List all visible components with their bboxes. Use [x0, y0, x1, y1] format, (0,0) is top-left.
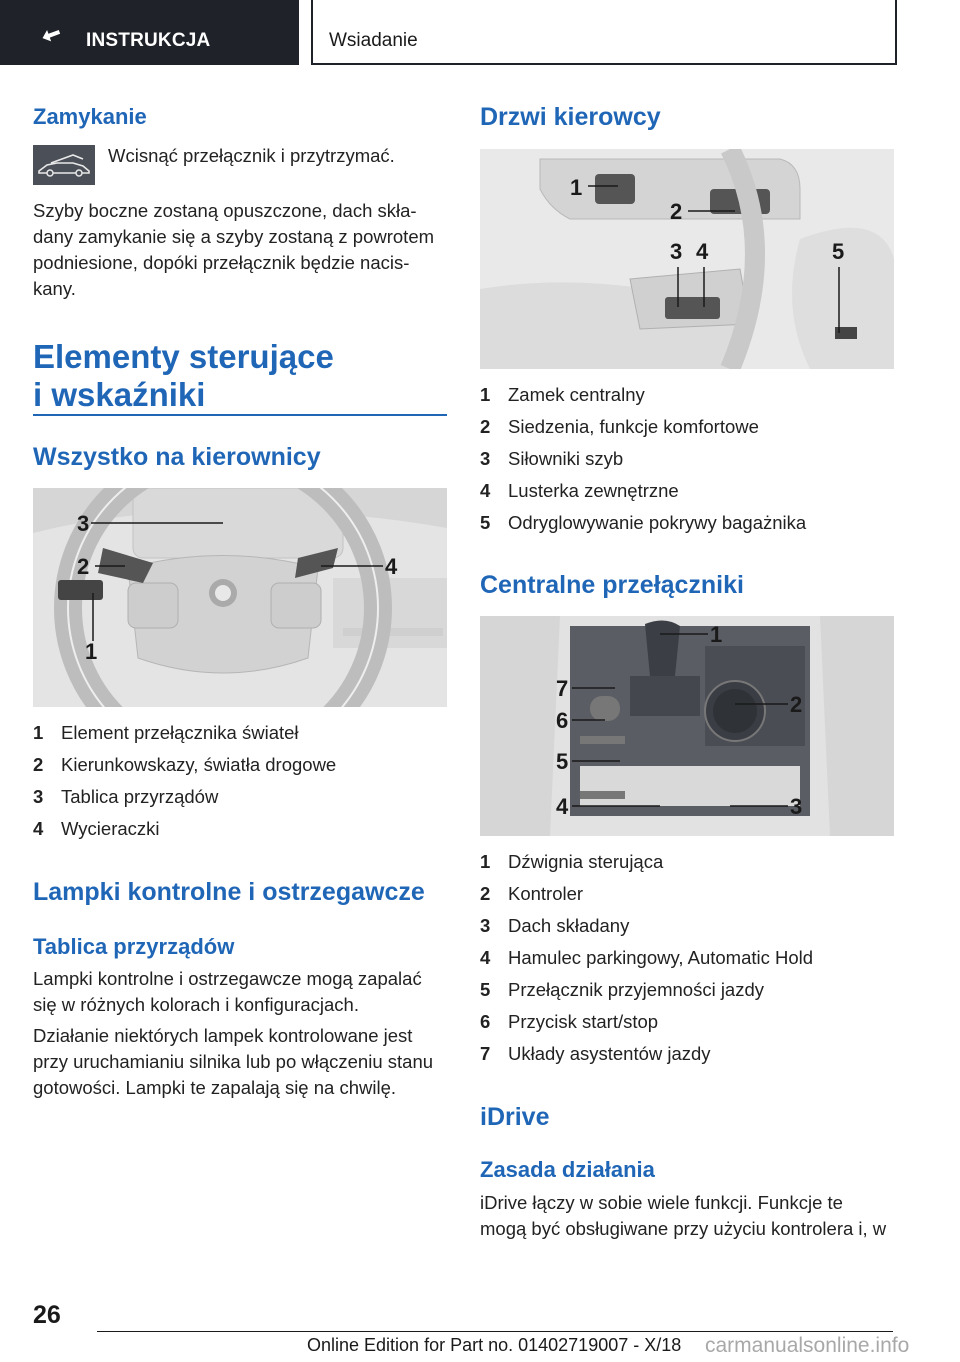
header-tab[interactable]	[0, 0, 299, 65]
driver-door-figure	[480, 149, 894, 369]
door-callout-4: 4	[696, 239, 709, 264]
center-callout-3: 3	[790, 794, 803, 819]
center-console-figure	[480, 616, 894, 836]
door-heading: Drzwi kierowcy	[480, 103, 661, 131]
idrive-heading: iDrive	[480, 1103, 550, 1131]
steering-callout-3: 3	[77, 511, 90, 536]
idrive-paragraph: iDrive łączy w sobie wiele funkcji. Funkcje te mogą być obsługiwane przy użyciu kontrolera i, w	[480, 1192, 887, 1239]
lamps-subheading: Tablica przyrządów	[33, 934, 235, 959]
chapter-title: Elementy sterujące i wskaźniki	[33, 338, 334, 413]
closing-paragraph: Szyby boczne zostaną opuszczone, dach skła- dany zamykanie się a szyby zostaną z powrotem podniesione, dopóki przełącznik będzie nacis- kany.	[33, 200, 435, 299]
pin-icon	[40, 28, 62, 42]
closing-heading: Zamykanie	[33, 104, 147, 129]
idrive-subheading: Zasada działania	[480, 1157, 655, 1182]
steering-callout-4: 4	[385, 554, 398, 579]
center-callout-4: 4	[556, 794, 569, 819]
section-title-box	[311, 0, 897, 65]
center-heading: Centralne przełączniki	[480, 571, 744, 599]
center-callout-1: 1	[710, 622, 723, 647]
door-callout-1: 1	[570, 175, 583, 200]
center-callout-5: 5	[556, 749, 569, 774]
lamps-paragraph-1: Lampki kontrolne i ostrzegawcze mogą zapalać się w różnych kolorach i konfiguracjach.	[33, 968, 422, 1015]
center-callout-7: 7	[556, 676, 569, 701]
door-callout-2: 2	[670, 199, 683, 224]
steering-heading: Wszystko na kierownicy	[33, 443, 321, 471]
steering-callout-2: 2	[77, 554, 90, 579]
convertible-roof-icon	[33, 145, 95, 185]
center-legend: 1 Dźwignia sterująca 2 Kontroler 3 Dach składany 4 Hamulec parkingowy, Automatic Hold 5 Przełącznik przyjemności jazdy 6 Przycisk start/stop 7 Układy asystentów jazdy	[480, 851, 814, 1064]
lamps-heading: Lampki kontrolne i ostrzegawcze	[33, 878, 425, 906]
closing-button-text: Wcisnąć przełącznik i przytrzymać.	[108, 145, 395, 166]
footer-rule	[97, 1331, 893, 1332]
center-callout-6: 6	[556, 708, 569, 733]
lamps-paragraph-2: Działanie niektórych lampek kontrolowane jest przy uruchamianiu silnika lub po włączeniu stanu gotowości. Lampki te zapalają się na chwilę.	[33, 1025, 434, 1098]
watermark: carmanualsonline.info	[705, 1334, 910, 1357]
edition-text: Online Edition for Part no. 01402719007 - X/18	[307, 1335, 682, 1355]
steering-wheel-figure	[33, 488, 447, 707]
door-callout-3: 3	[670, 239, 683, 264]
section-title: Wsiadanie	[329, 30, 418, 51]
chapter-divider	[33, 414, 447, 416]
door-callout-5: 5	[832, 239, 845, 264]
center-callout-2: 2	[790, 692, 803, 717]
header-tab-label: INSTRUKCJA	[86, 30, 211, 51]
steering-legend: 1 Element przełącznika świateł 2 Kierunkowskazy, światła drogowe 3 Tablica przyrządów 4 Wycieraczki	[33, 722, 337, 839]
steering-callout-1: 1	[85, 639, 98, 664]
page-number: 26	[33, 1301, 61, 1329]
door-legend: 1 Zamek centralny 2 Siedzenia, funkcje komfortowe 3 Siłowniki szyb 4 Lusterka zewnętrzne 5 Odryglowywanie pokrywy bagażnika	[480, 384, 807, 533]
